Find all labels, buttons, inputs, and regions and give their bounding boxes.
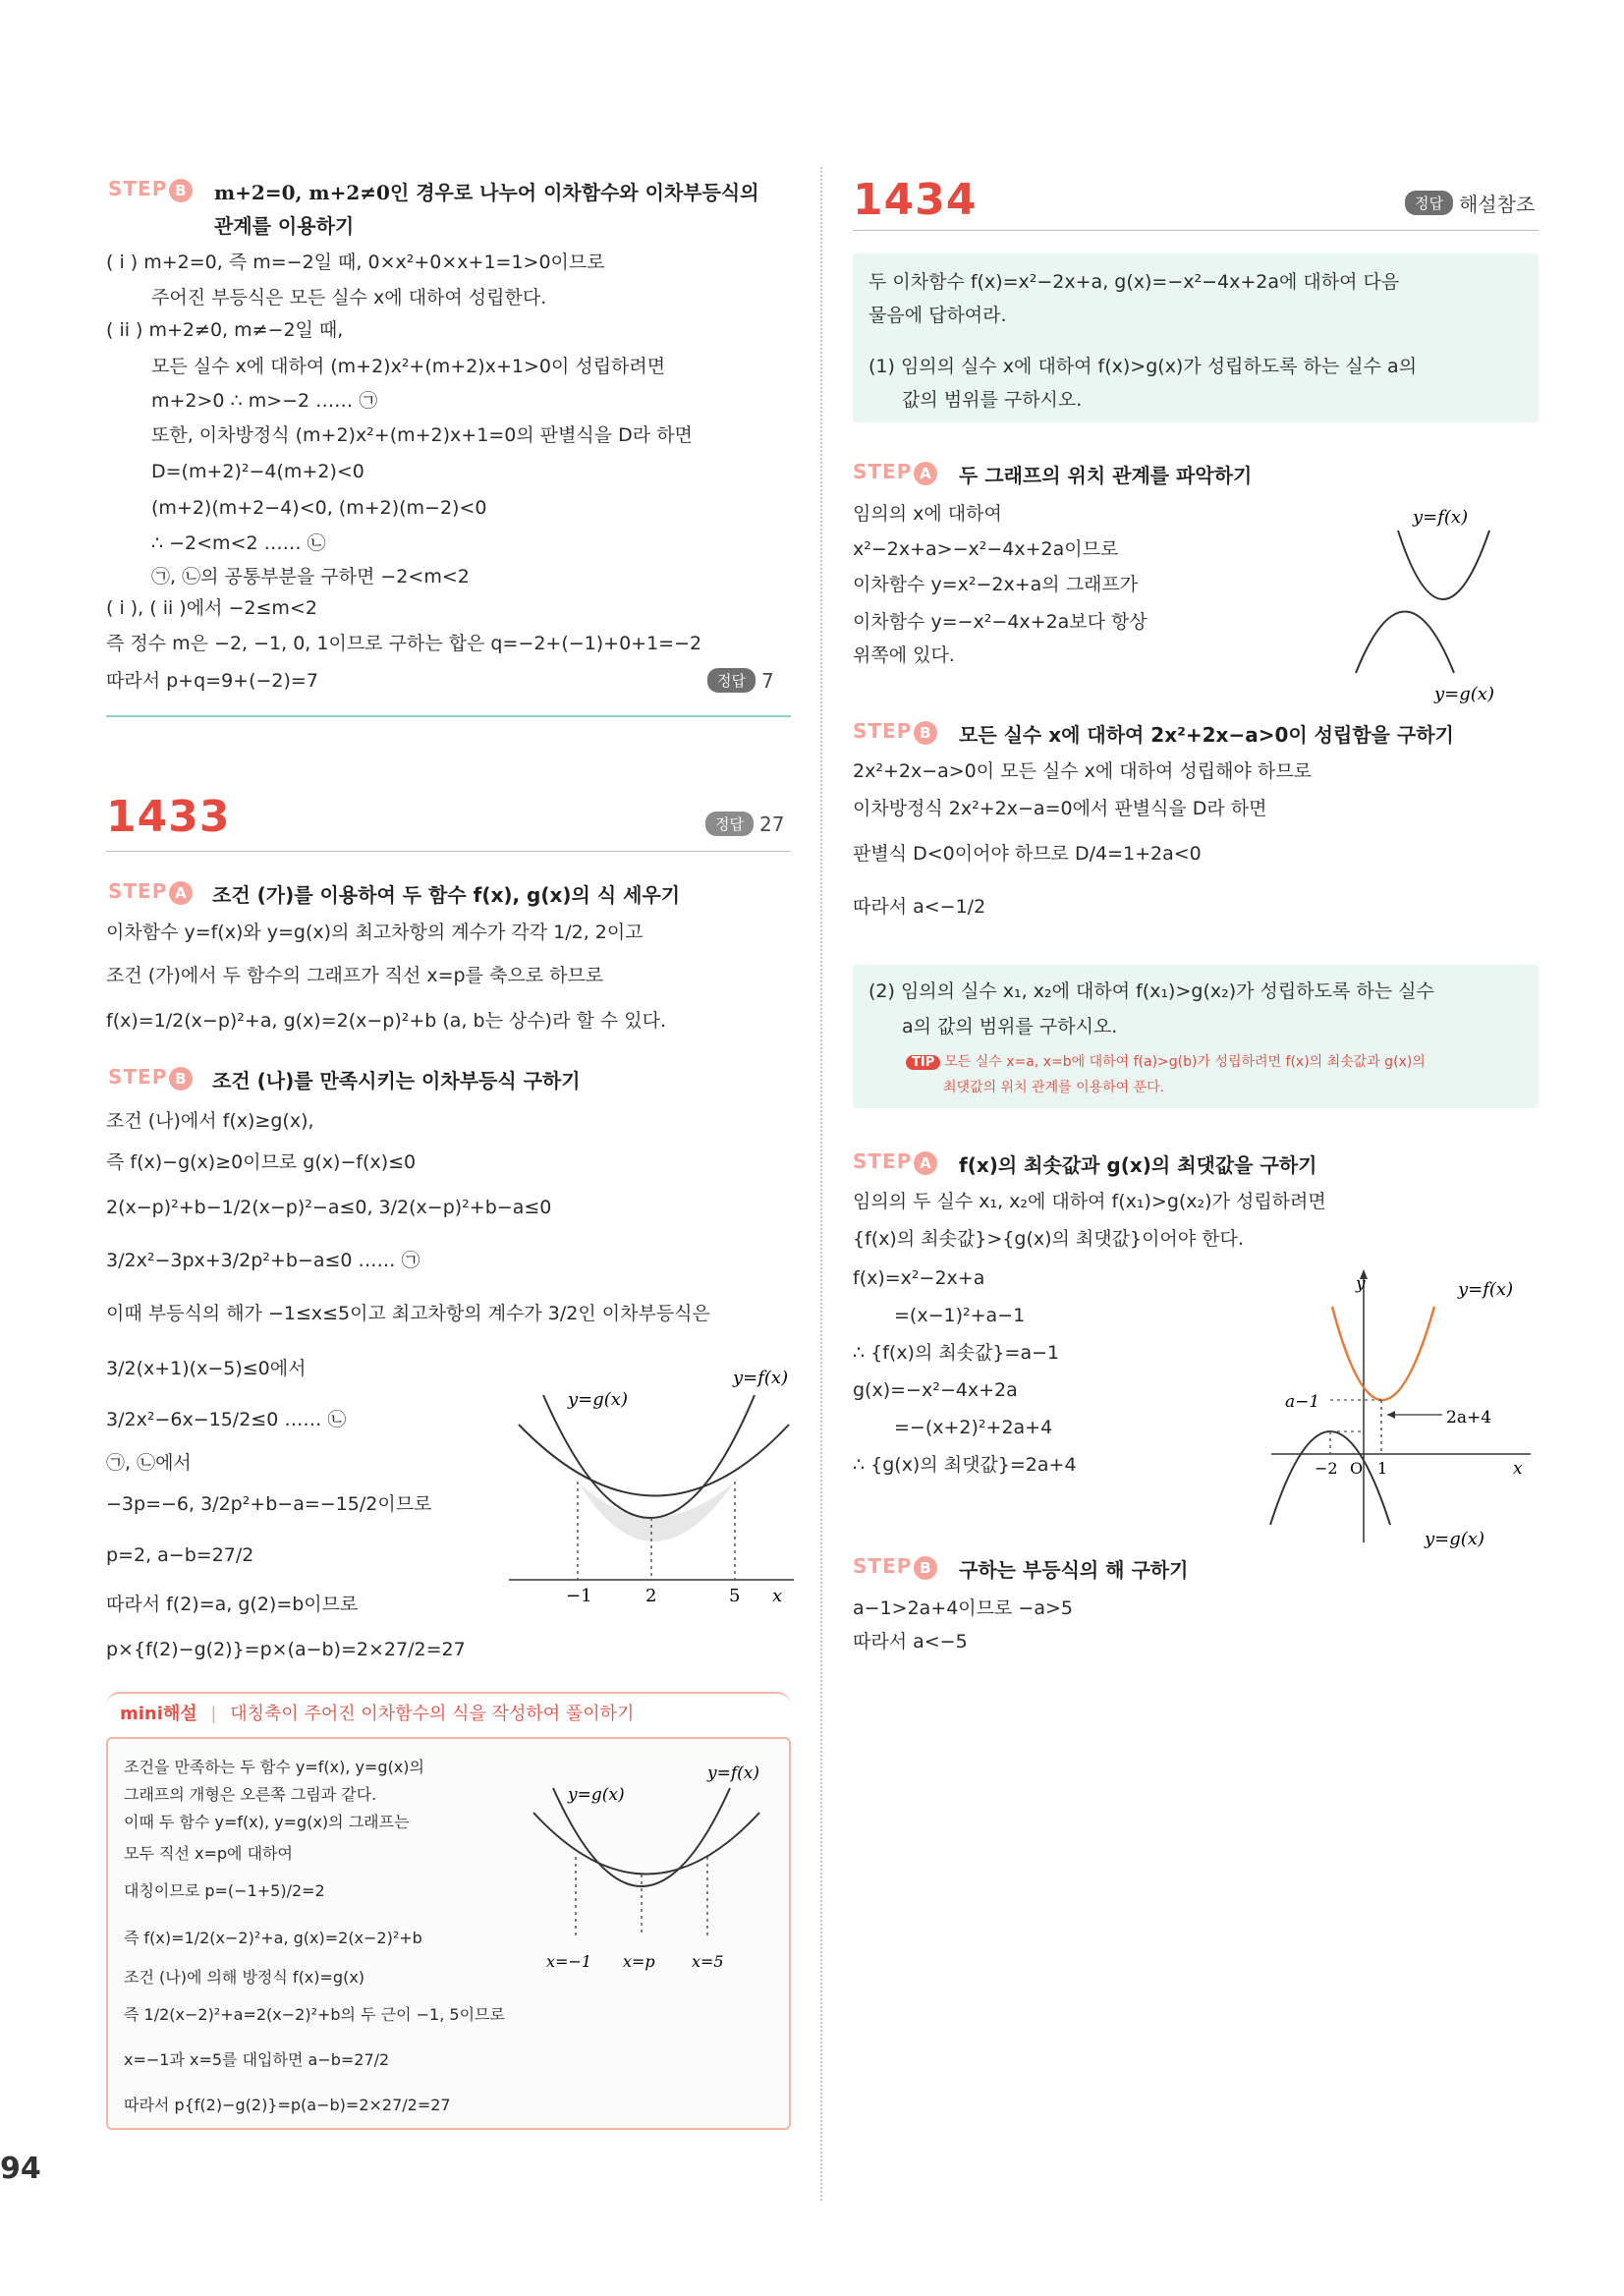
- step-title: m+2=0, m+2≠0인 경우로 나누어 이차함수와 이차부등식의: [214, 181, 759, 204]
- solution-line: p=2, a−b=27/2: [106, 1544, 254, 1566]
- solution-line: 조건 (나)에서 f(x)≥g(x),: [106, 1110, 314, 1132]
- mini-line: 따라서 p{f(2)−g(2)}=p(a−b)=2×27/2=27: [124, 2096, 451, 2114]
- step-tag: STEP B: [108, 177, 193, 200]
- solution-line: 이차함수 y=−x²−4x+2a보다 항상: [853, 611, 1148, 633]
- step-title: 조건 (나)를 만족시키는 이차부등식 구하기: [212, 1069, 581, 1092]
- tick-m2: −2: [1315, 1459, 1338, 1478]
- solution-line: p×{f(2)−g(2)}=p×(a−b)=2×27/2=27: [106, 1639, 466, 1660]
- step-tag: STEP B: [108, 1065, 193, 1089]
- mini-line: 즉 1/2(x−2)²+a=2(x−2)²+b의 두 근이 −1, 5이므로: [124, 2005, 505, 2024]
- label-g: y=g(x): [568, 1389, 628, 1410]
- solution-line: 이때 부등식의 해가 −1≤x≤5이고 최고차항의 계수가 3/2인 이차부등식은: [106, 1303, 710, 1324]
- tick-origin: O: [1350, 1459, 1364, 1478]
- solution-line: 이차방정식 2x²+2x−a=0에서 판별식을 D라 하면: [853, 798, 1267, 819]
- step-tag: STEP A: [853, 1149, 937, 1173]
- left-column: [106, 0, 794, 2296]
- tick-label: −1: [566, 1586, 592, 1606]
- axis-label: x: [772, 1586, 783, 1606]
- answer-badge: 정답: [707, 668, 756, 693]
- solution-line: D=(m+2)²−4(m+2)<0: [151, 461, 364, 482]
- solution-line: ㉠, ㉡의 공통부분을 구하면 −2<m<2: [151, 566, 470, 588]
- mini-top-frame: [106, 1692, 791, 1719]
- step-tag: STEP B: [853, 1554, 937, 1578]
- solution-line: ∴ −2<m<2 …… ㉡: [151, 532, 326, 554]
- curve-f: [1398, 531, 1489, 599]
- solution-line: ( i ), ( ii )에서 −2≤m<2: [106, 597, 317, 619]
- solution-line: (m+2)(m+2−4)<0, (m+2)(m−2)<0: [151, 497, 487, 519]
- step-title: f(x)의 최솟값과 g(x)의 최댓값을 구하기: [959, 1153, 1317, 1177]
- mini-tick: x=5: [692, 1952, 724, 1971]
- step-title-2: 관계를 이용하기: [214, 214, 355, 238]
- solution-line: 위쪽에 있다.: [853, 644, 955, 666]
- step-title: 모든 실수 x에 대하여 2x²+2x−a>0이 성립함을 구하기: [959, 723, 1454, 747]
- question-line: (2) 임의의 실수 x₁, x₂에 대하여 f(x₁)>g(x₂)가 성립하도록 하는 실수: [868, 980, 1434, 1002]
- solution-line: 조건 (가)에서 두 함수의 그래프가 직선 x=p를 축으로 하므로: [106, 965, 604, 986]
- mini-label: mini해설: [120, 1704, 197, 1724]
- step-title: 구하는 부등식의 해 구하기: [959, 1558, 1189, 1582]
- solution-line: 모든 실수 x에 대하여 (m+2)x²+(m+2)x+1>0이 성립하려면: [151, 356, 666, 377]
- label-f: y=f(x): [1413, 507, 1469, 528]
- solution-line: f(x)=1/2(x−p)²+a, g(x)=2(x−p)²+b (a, b는 상수)라 할 수 있다.: [106, 1010, 667, 1032]
- solution-line: ( i ) m+2=0, 즉 m=−2일 때, 0×x²+0×x+1=1>0이므로: [106, 252, 605, 273]
- mini-tick: x=−1: [546, 1952, 592, 1971]
- solution-line: =−(x+2)²+2a+4: [894, 1417, 1053, 1438]
- solution-line: m+2>0 ∴ m>−2 …… ㉠: [151, 390, 378, 412]
- mini-line: 이때 두 함수 y=f(x), y=g(x)의 그래프는: [124, 1813, 410, 1831]
- solution-line: ( ii ) m+2≠0, m≠−2일 때,: [106, 319, 344, 341]
- mini-line: 조건 (나)에 의해 방정식 f(x)=g(x): [124, 1968, 365, 1987]
- title-rule: [853, 230, 1539, 231]
- label-f: y=f(x): [733, 1368, 789, 1388]
- label-a-minus-1: a−1: [1285, 1392, 1320, 1412]
- solution-line: 2x²+2x−a>0이 모든 실수 x에 대하여 성립해야 하므로: [853, 760, 1312, 782]
- question-line: 두 이차함수 f(x)=x²−2x+a, g(x)=−x²−4x+2a에 대하여 다음: [868, 271, 1400, 293]
- title-rule: [106, 851, 791, 852]
- solution-line: 따라서 a<−5: [853, 1631, 968, 1652]
- tip-line: 최댓값의 위치 관계를 이용하여 푼다.: [943, 1080, 1165, 1095]
- right-column: [853, 0, 1540, 2296]
- solution-line: 2(x−p)²+b−1/2(x−p)²−a≤0, 3/2(x−p)²+b−a≤0: [106, 1197, 552, 1218]
- curve-g: [1356, 612, 1454, 674]
- solution-line: −3p=−6, 3/2p²+b−a=−15/2이므로: [106, 1493, 432, 1515]
- tip-line: TIP 모든 실수 x=a, x=b에 대하여 f(a)>g(b)가 성립하려면 f(x)의 최솟값과 g(x)의: [906, 1051, 1426, 1071]
- step-title: 조건 (가)를 이용하여 두 함수 f(x), g(x)의 식 세우기: [212, 883, 681, 907]
- curve-f: [519, 1425, 789, 1496]
- axis-label-x: x: [1513, 1459, 1523, 1479]
- mini-label-g: y=g(x): [568, 1785, 625, 1805]
- mini-line: 대칭이므로 p=(−1+5)/2=2: [124, 1881, 325, 1900]
- solution-line: ∴ {f(x)의 최솟값}=a−1: [853, 1342, 1060, 1364]
- curve-g: [543, 1395, 755, 1518]
- step-tag: STEP B: [853, 719, 937, 743]
- answer-badge: 정답: [1405, 191, 1453, 215]
- label-g: y=g(x): [1434, 684, 1494, 704]
- position-graph: [1344, 501, 1540, 707]
- solution-line: 3/2x²−6x−15/2≤0 …… ㉡: [106, 1409, 347, 1430]
- solution-line: 이차함수 y=x²−2x+a의 그래프가: [853, 574, 1139, 595]
- label-y: y: [1356, 1274, 1366, 1294]
- q1-step-a-header: [853, 460, 937, 485]
- answer-badge: 정답: [705, 812, 754, 836]
- page-number: 94: [0, 2152, 41, 2186]
- label-g: y=g(x): [1425, 1529, 1484, 1549]
- solution-line: 판별식 D<0이어야 하므로 D/4=1+2a<0: [853, 843, 1202, 865]
- solution-line: ∴ {g(x)의 최댓값}=2a+4: [853, 1454, 1077, 1476]
- solution-line: 3/2x²−3px+3/2p²+b−a≤0 …… ㉠: [106, 1250, 420, 1271]
- solution-line: 임의의 x에 대하여: [853, 503, 1002, 525]
- solution-line: 또한, 이차방정식 (m+2)x²+(m+2)x+1=0의 판별식을 D라 하면: [151, 424, 693, 446]
- solution-line: 따라서 f(2)=a, g(2)=b이므로: [106, 1594, 359, 1615]
- answer-value: 7: [760, 668, 774, 693]
- mini-heading: mini해설 | 대칭축이 주어진 이차함수의 식을 작성하여 풀이하기: [120, 1704, 635, 1724]
- mini-line: 그래프의 개형은 오른쪽 그림과 같다.: [124, 1785, 377, 1804]
- mini-label-f: y=f(x): [707, 1764, 759, 1783]
- answer: [1405, 189, 1535, 217]
- answer: [705, 812, 784, 836]
- problem-number: 1433: [106, 792, 231, 842]
- solution-line: 임의의 두 실수 x₁, x₂에 대하여 f(x₁)>g(x₂)가 성립하려면: [853, 1191, 1326, 1212]
- step-tag: STEP A: [108, 879, 193, 903]
- mini-line: 즉 f(x)=1/2(x−2)²+a, g(x)=2(x−2)²+b: [124, 1929, 422, 1947]
- step-b-prev-header: [108, 177, 193, 202]
- section-rule: [106, 715, 791, 717]
- curve-f: [1332, 1307, 1434, 1400]
- mini-tick: x=p: [623, 1952, 655, 1971]
- solution-line: 3/2(x+1)(x−5)≤0에서: [106, 1358, 307, 1379]
- step-tag: STEP A: [853, 460, 937, 483]
- tick-label: 2: [645, 1586, 657, 1606]
- solution-line: x²−2x+a>−x²−4x+2a이므로: [853, 538, 1119, 560]
- answer-value: 해설참조: [1458, 193, 1536, 216]
- question-line: (1) 임의의 실수 x에 대하여 f(x)>g(x)가 성립하도록 하는 실수 a의: [868, 356, 1418, 377]
- question-line: a의 값의 범위를 구하시오.: [902, 1016, 1118, 1037]
- solution-line: =(x−1)²+a−1: [894, 1305, 1026, 1326]
- tick-label: 5: [729, 1586, 741, 1606]
- solution-line: f(x)=x²−2x+a: [853, 1267, 985, 1289]
- solution-line: 따라서 p+q=9+(−2)=7: [106, 670, 318, 692]
- solution-line: {f(x)의 최솟값}>{g(x)의 최댓값}이어야 한다.: [853, 1228, 1244, 1250]
- question-line: 물음에 답하여라.: [868, 305, 1007, 326]
- answer: [707, 668, 774, 693]
- q2-step-a-header: [853, 1149, 937, 1175]
- mini-parabola-graph: [529, 1749, 784, 1985]
- tick-1: 1: [1377, 1459, 1388, 1478]
- label-2a-plus-4: 2a+4: [1446, 1408, 1492, 1428]
- extrema-graph: [1265, 1267, 1540, 1552]
- solution-line: 주어진 부등식은 모든 실수 x에 대하여 성립한다.: [151, 287, 547, 308]
- solution-line: g(x)=−x²−4x+2a: [853, 1379, 1018, 1401]
- step-b-header: [108, 1065, 193, 1091]
- mini-line: x=−1과 x=5를 대입하면 a−b=27/2: [124, 2050, 390, 2069]
- mini-line: 모두 직선 x=p에 대하여: [124, 1844, 293, 1863]
- step-a-header: [108, 879, 193, 905]
- solution-line: a−1>2a+4이므로 −a>5: [853, 1597, 1073, 1619]
- mini-line: 조건을 만족하는 두 함수 y=f(x), y=g(x)의: [124, 1758, 424, 1776]
- solution-line: 이차함수 y=f(x)와 y=g(x)의 최고차항의 계수가 각각 1/2, 2이고: [106, 922, 644, 943]
- column-divider: [820, 167, 822, 2201]
- mini-title: 대칭축이 주어진 이차함수의 식을 작성하여 풀이하기: [230, 1704, 635, 1724]
- step-title: 두 그래프의 위치 관계를 파악하기: [959, 464, 1253, 487]
- solution-line: 따라서 a<−1/2: [853, 896, 986, 918]
- solution-line: 즉 f(x)−g(x)≥0이므로 g(x)−f(x)≤0: [106, 1151, 417, 1173]
- solution-line: ㉠, ㉡에서: [106, 1452, 192, 1474]
- question-line: 값의 범위를 구하시오.: [902, 389, 1083, 411]
- solution-line: 즉 정수 m은 −2, −1, 0, 1이므로 구하는 합은 q=−2+(−1)+0+1=−2: [106, 633, 702, 654]
- problem-number: 1434: [853, 175, 978, 225]
- mini-curve-f: [533, 1813, 759, 1875]
- parabola-graph: [509, 1356, 794, 1611]
- answer-value: 27: [758, 812, 785, 836]
- q1-step-b-header: [853, 719, 937, 745]
- label-f: y=f(x): [1458, 1279, 1514, 1300]
- q2-step-b-header: [853, 1554, 937, 1580]
- tip-badge: TIP: [906, 1055, 940, 1070]
